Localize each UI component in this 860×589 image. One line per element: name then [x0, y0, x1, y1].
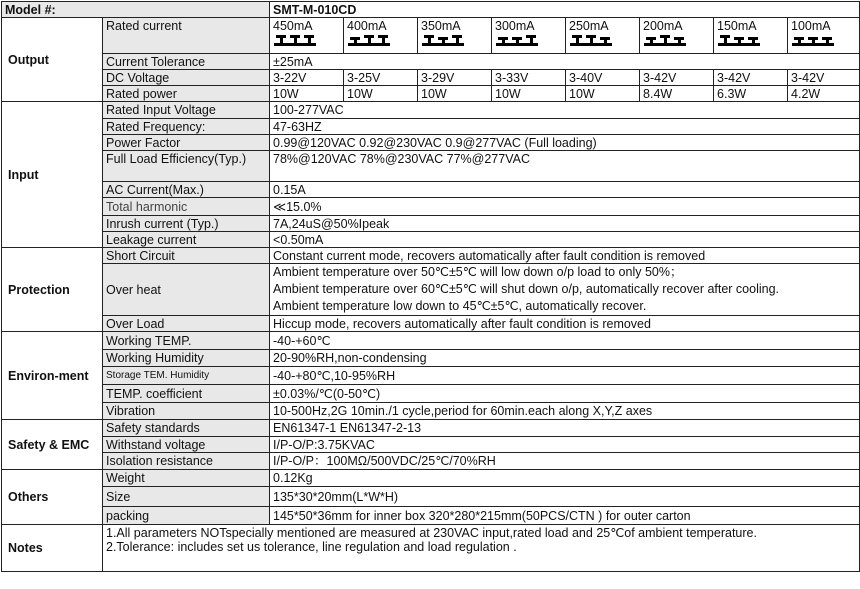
dip-switch-icon	[273, 34, 340, 46]
dip-switch-graphic	[273, 34, 321, 46]
dip-pin-stem	[516, 37, 519, 44]
dip-pin-stem	[650, 37, 653, 44]
environment-row-value: -40-+60℃	[270, 332, 860, 350]
short-circuit-label: Short Circuit	[103, 248, 270, 264]
input-row	[2, 151, 860, 182]
current-tolerance-row	[2, 54, 860, 70]
input-row-value: 7A,24uS@50%Ipeak	[270, 216, 860, 232]
power-cell: 10W	[566, 86, 640, 102]
dip-pin-stem	[354, 37, 357, 44]
section-output: Output	[2, 18, 103, 102]
current-value: 150mA	[717, 19, 757, 33]
safety-row	[2, 453, 860, 470]
others-row-value: 0.12Kg	[270, 470, 860, 487]
environment-row-value: 10-500Hz,2G 10min./1 cycle,period for 60min.each along X,Y,Z axes	[270, 403, 860, 420]
dc-voltage-row	[2, 70, 860, 86]
input-row-value: 0.99@120VAC 0.92@230VAC 0.9@277VAC (Full loading)	[270, 135, 860, 151]
over-heat-label: Over heat	[103, 264, 270, 316]
input-row-value: 100-277VAC	[270, 102, 860, 119]
environment-row-label: TEMP. coefficient	[103, 385, 270, 403]
note-line: 2.Tolerance: includes set us tolerance, line regulation and load regulation .	[106, 540, 517, 554]
voltage-cell: 3-42V	[714, 70, 788, 86]
input-row-value: 78%@120VAC 78%@230VAC 77%@277VAC	[270, 151, 860, 182]
current-cell-2	[418, 18, 492, 54]
model-label: Model #:	[2, 2, 270, 18]
environment-row	[2, 350, 860, 367]
dip-switch-graphic	[569, 34, 617, 46]
environment-row	[2, 367, 860, 385]
current-value: 200mA	[643, 19, 683, 33]
dip-switch-icon	[347, 34, 414, 46]
power-cell: 4.2W	[788, 86, 860, 102]
input-row-label: Inrush current (Typ.)	[103, 216, 270, 232]
dip-pin-stem	[294, 35, 297, 44]
section-notes: Notes	[2, 525, 103, 572]
dip-pin-stem	[604, 37, 607, 44]
current-value: 250mA	[569, 19, 609, 33]
input-row-value: ≪15.0%	[270, 198, 860, 216]
input-row-value: 0.15A	[270, 182, 860, 198]
section-safety-emc: Safety & EMC	[2, 420, 103, 470]
voltage-cell: 3-29V	[418, 70, 492, 86]
current-cell-5	[640, 18, 714, 54]
dip-pin-stem	[456, 35, 459, 44]
over-heat-row	[2, 264, 860, 316]
model-row	[2, 2, 860, 18]
dip-pin-stem	[382, 35, 385, 44]
dip-switch-icon	[569, 34, 636, 46]
voltage-cell: 3-42V	[788, 70, 860, 86]
current-cell-4	[566, 18, 640, 54]
environment-row-label: Working TEMP.	[103, 332, 270, 350]
dip-pin-stem	[428, 35, 431, 44]
environment-row-value: 20-90%RH,non-condensing	[270, 350, 860, 367]
environment-row-value: -40-+80℃,10-95%RH	[270, 367, 860, 385]
input-row-value: 47-63HZ	[270, 119, 860, 135]
input-row	[2, 216, 860, 232]
dip-switch-icon	[791, 34, 856, 46]
dip-pin-stem	[664, 35, 667, 44]
input-row-label: Rated Frequency:	[103, 119, 270, 135]
over-load-label: Over Load	[103, 316, 270, 332]
voltage-cell: 3-40V	[566, 70, 640, 86]
others-row-value: 135*30*20mm(L*W*H)	[270, 487, 860, 507]
current-value: 100mA	[791, 19, 831, 33]
safety-row-label: Isolation resistance	[103, 453, 270, 470]
section-environment: Environ-ment	[2, 332, 103, 420]
over-heat-line: Ambient temperature low down to 45℃±5℃, automatically recover.	[273, 299, 647, 313]
current-cell-1	[344, 18, 418, 54]
spec-table	[1, 1, 860, 572]
safety-row-value: I/P-O/P:3.75KVAC	[270, 437, 860, 453]
section-others: Others	[2, 470, 103, 525]
environment-row-label: Storage TEM. Humidity	[103, 367, 270, 385]
dip-switch-icon	[421, 34, 488, 46]
dip-pin-stem	[798, 37, 801, 44]
dip-pin-stem	[308, 35, 311, 44]
input-row-value: <0.50mA	[270, 232, 860, 248]
others-row	[2, 487, 860, 507]
current-cell-7	[788, 18, 860, 54]
voltage-cell: 3-42V	[640, 70, 714, 86]
environment-row	[2, 385, 860, 403]
current-cell-3	[492, 18, 566, 54]
input-row-label: Rated Input Voltage	[103, 102, 270, 119]
dip-switch-graphic	[495, 34, 543, 46]
section-protection: Protection	[2, 248, 103, 332]
rated-power-label: Rated power	[103, 86, 270, 102]
notes-value	[103, 525, 860, 572]
rated-power-row	[2, 86, 860, 102]
input-row	[2, 232, 860, 248]
power-cell: 10W	[344, 86, 418, 102]
dip-pin-stem	[812, 37, 815, 44]
over-load-row	[2, 316, 860, 332]
environment-row-label: Vibration	[103, 403, 270, 420]
dip-pin-stem	[590, 35, 593, 44]
dip-switch-icon	[495, 34, 562, 46]
safety-row	[2, 437, 860, 453]
current-cell-0	[270, 18, 344, 54]
others-row	[2, 470, 860, 487]
safety-row	[2, 420, 860, 437]
dip-pin-stem	[530, 35, 533, 44]
dip-pin-stem	[368, 35, 371, 44]
over-heat-line: Ambient temperature over 60℃±5℃ will shut down o/p, automatically recover after cooling.	[273, 282, 780, 296]
voltage-cell: 3-25V	[344, 70, 418, 86]
power-cell: 10W	[418, 86, 492, 102]
voltage-cell: 3-33V	[492, 70, 566, 86]
safety-row-label: Withstand voltage	[103, 437, 270, 453]
section-input: Input	[2, 102, 103, 248]
current-value: 300mA	[495, 19, 535, 33]
over-heat-line: Ambient temperature over 50℃±5℃ will low down o/p load to only 50%；	[273, 265, 683, 279]
safety-row-value: EN61347-1 EN61347-2-13	[270, 420, 860, 437]
current-value: 400mA	[347, 19, 387, 33]
others-row	[2, 507, 860, 525]
dip-pin-stem	[280, 35, 283, 44]
input-row-label: Power Factor	[103, 135, 270, 151]
input-row-label: Leakage current	[103, 232, 270, 248]
power-cell: 6.3W	[714, 86, 788, 102]
dip-pin-stem	[502, 37, 505, 44]
dip-pin-stem	[724, 35, 727, 44]
others-row-label: Weight	[103, 470, 270, 487]
dip-switch-icon	[643, 34, 710, 46]
others-row-label: packing	[103, 507, 270, 525]
rated-current-row	[2, 18, 860, 54]
current-tolerance-value: ±25mA	[270, 54, 860, 70]
current-value: 450mA	[273, 19, 313, 33]
current-value: 350mA	[421, 19, 461, 33]
current-tolerance-label: Current Tolerance	[103, 54, 270, 70]
dip-pin-stem	[752, 37, 755, 44]
note-line: 1.All parameters NOTspecially mentioned are measured at 230VAC input,rated load and 25℃of ambient temperature.	[106, 526, 757, 540]
safety-row-label: Safety standards	[103, 420, 270, 437]
dip-switch-graphic	[643, 34, 691, 46]
safety-row-value: I/P-O/P：100MΩ/500VDC/25℃/70%RH	[270, 453, 860, 470]
input-row-label: Total harmonic	[103, 198, 270, 216]
power-cell: 10W	[270, 86, 344, 102]
notes-row	[2, 525, 860, 572]
dip-switch-graphic	[717, 34, 765, 46]
over-load-value: Hiccup mode, recovers automatically after fault condition is removed	[270, 316, 860, 332]
environment-row	[2, 332, 860, 350]
rated-current-label: Rated current	[103, 18, 270, 54]
dip-pin-stem	[576, 35, 579, 44]
power-cell: 8.4W	[640, 86, 714, 102]
over-heat-value	[270, 264, 860, 316]
others-row-label: Size	[103, 487, 270, 507]
voltage-cell: 3-22V	[270, 70, 344, 86]
input-row	[2, 182, 860, 198]
input-row	[2, 119, 860, 135]
environment-row-label: Working Humidity	[103, 350, 270, 367]
dip-switch-graphic	[347, 34, 395, 46]
dip-pin-stem	[678, 37, 681, 44]
input-row-label: AC Current(Max.)	[103, 182, 270, 198]
dip-pin-stem	[738, 37, 741, 44]
dc-voltage-label: DC Voltage	[103, 70, 270, 86]
input-row	[2, 102, 860, 119]
dip-switch-icon	[717, 34, 784, 46]
dip-switch-graphic	[791, 34, 839, 46]
short-circuit-row	[2, 248, 860, 264]
input-row-label: Full Load Efficiency(Typ.)	[103, 151, 270, 182]
short-circuit-value: Constant current mode, recovers automatically after fault condition is removed	[270, 248, 860, 264]
environment-row	[2, 403, 860, 420]
input-row	[2, 135, 860, 151]
current-cell-6	[714, 18, 788, 54]
others-row-value: 145*50*36mm for inner box 320*280*215mm(50PCS/CTN ) for outer carton	[270, 507, 860, 525]
environment-row-value: ±0.03%/℃(0-50℃)	[270, 385, 860, 403]
input-row	[2, 198, 860, 216]
power-cell: 10W	[492, 86, 566, 102]
dip-pin-stem	[442, 37, 445, 44]
dip-pin-stem	[826, 37, 829, 44]
dip-switch-graphic	[421, 34, 469, 46]
model-value: SMT-M-010CD	[270, 2, 860, 18]
